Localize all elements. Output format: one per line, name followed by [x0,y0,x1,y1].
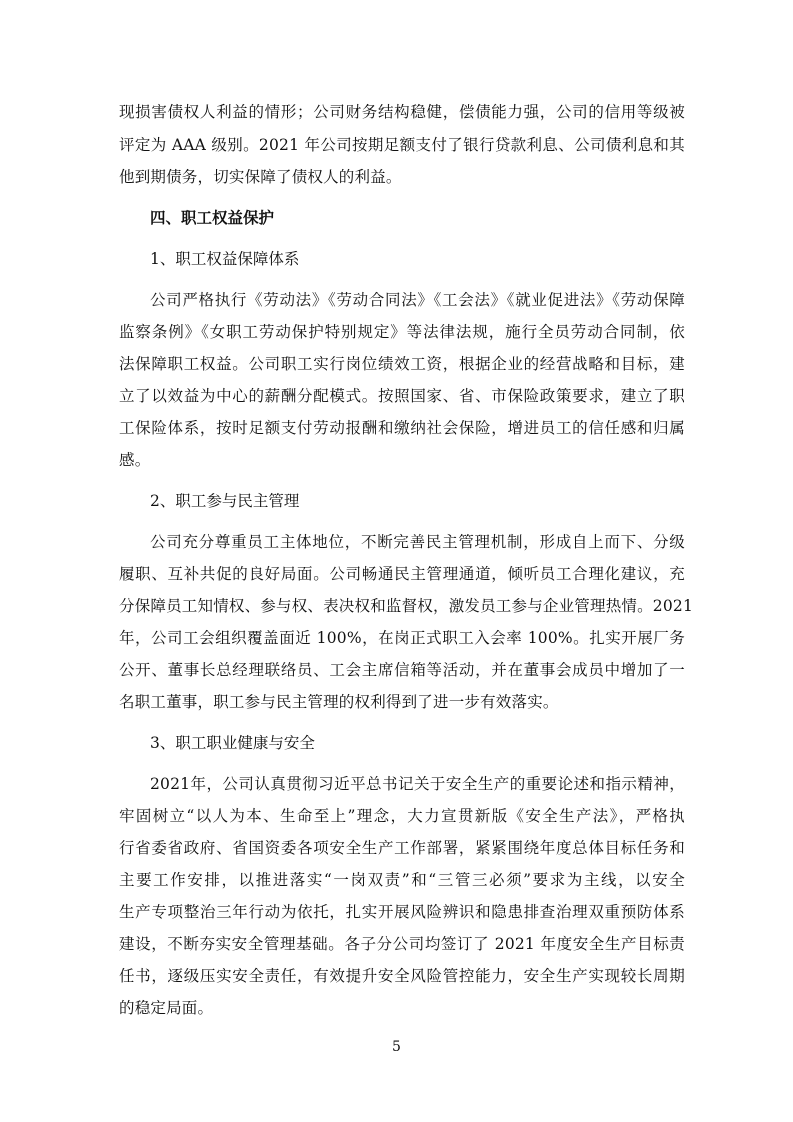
paragraph-line: 主要工作安排，以推进落实“一岗双责”和“三管三必须”要求为主线，以安全 [119,871,685,889]
paragraph-line: 名职工董事，职工参与民主管理的权利得到了进一步有效落实。 [119,693,559,711]
paragraph-line: 现损害债权人利益的情形；公司财务结构稳健，偿债能力强，公司的信用等级被 [119,103,685,121]
paragraph-line: 工保险体系，按时足额支付劳动报酬和缴纳社会保险，增进员工的信任感和归属 [119,419,685,437]
paragraph-line: 建设，不断夯实安全管理基础。各子分公司均签订了 2021 年度安全生产目标责 [119,935,685,953]
paragraph-line: 牢固树立“以人为本、生命至上”理念，大力宣贯新版《安全生产法》，严格执 [119,807,685,825]
paragraph-line: 分保障员工知情权、参与权、表决权和监督权，激发员工参与企业管理热情。2021 [119,597,694,615]
subsection-heading: 3、职工职业健康与安全 [150,734,315,752]
paragraph-line: 2021年，公司认真贯彻习近平总书记关于安全生产的重要论述和指示精神， [150,775,685,793]
paragraph-line: 公司严格执行《劳动法》《劳动合同法》《工会法》《就业促进法》《劳动保障 [150,291,685,309]
paragraph-line: 法保障职工权益。公司职工实行岗位绩效工资，根据企业的经营战略和目标，建 [119,355,685,373]
paragraph-line: 任书，逐级压实安全责任，有效提升安全风险管控能力，安全生产实现较长周期 [119,967,685,985]
paragraph-line: 监察条例》《女职工劳动保护特别规定》等法律法规，施行全员劳动合同制，依 [119,323,685,341]
subsection-heading: 2、职工参与民主管理 [150,492,300,510]
paragraph-line: 的稳定局面。 [119,999,214,1017]
paragraph-line: 年，公司工会组织覆盖面近 100%，在岗正式职工入会率 100%。扎实开展厂务 [119,629,685,647]
page-number: 5 [392,1039,401,1055]
paragraph-line: 公开、董事长总经理联络员、工会主席信箱等活动，并在董事会成员中增加了一 [119,661,685,679]
paragraph-line: 他到期债务，切实保障了债权人的利益。 [119,168,402,186]
subsection-heading: 1、职工权益保障体系 [150,250,300,268]
paragraph-line: 感。 [119,451,151,469]
paragraph-line: 行省委省政府、省国资委各项安全生产工作部署，紧紧围绕年度总体目标任务和 [119,839,685,857]
paragraph-line: 立了以效益为中心的薪酬分配模式。按照国家、省、市保险政策要求，建立了职 [119,387,685,405]
paragraph-line: 生产专项整治三年行动为依托，扎实开展风险辨识和隐患排查治理双重预防体系 [119,903,685,921]
paragraph-line: 履职、互补共促的良好局面。公司畅通民主管理通道，倾听员工合理化建议，充 [119,565,685,583]
paragraph-line: 公司充分尊重员工主体地位，不断完善民主管理机制，形成自上而下、分级 [150,533,685,551]
paragraph-line: 评定为 AAA 级别。2021 年公司按期足额支付了银行贷款利息、公司债利息和其 [119,136,685,154]
section-heading: 四、职工权益保护 [150,208,275,227]
